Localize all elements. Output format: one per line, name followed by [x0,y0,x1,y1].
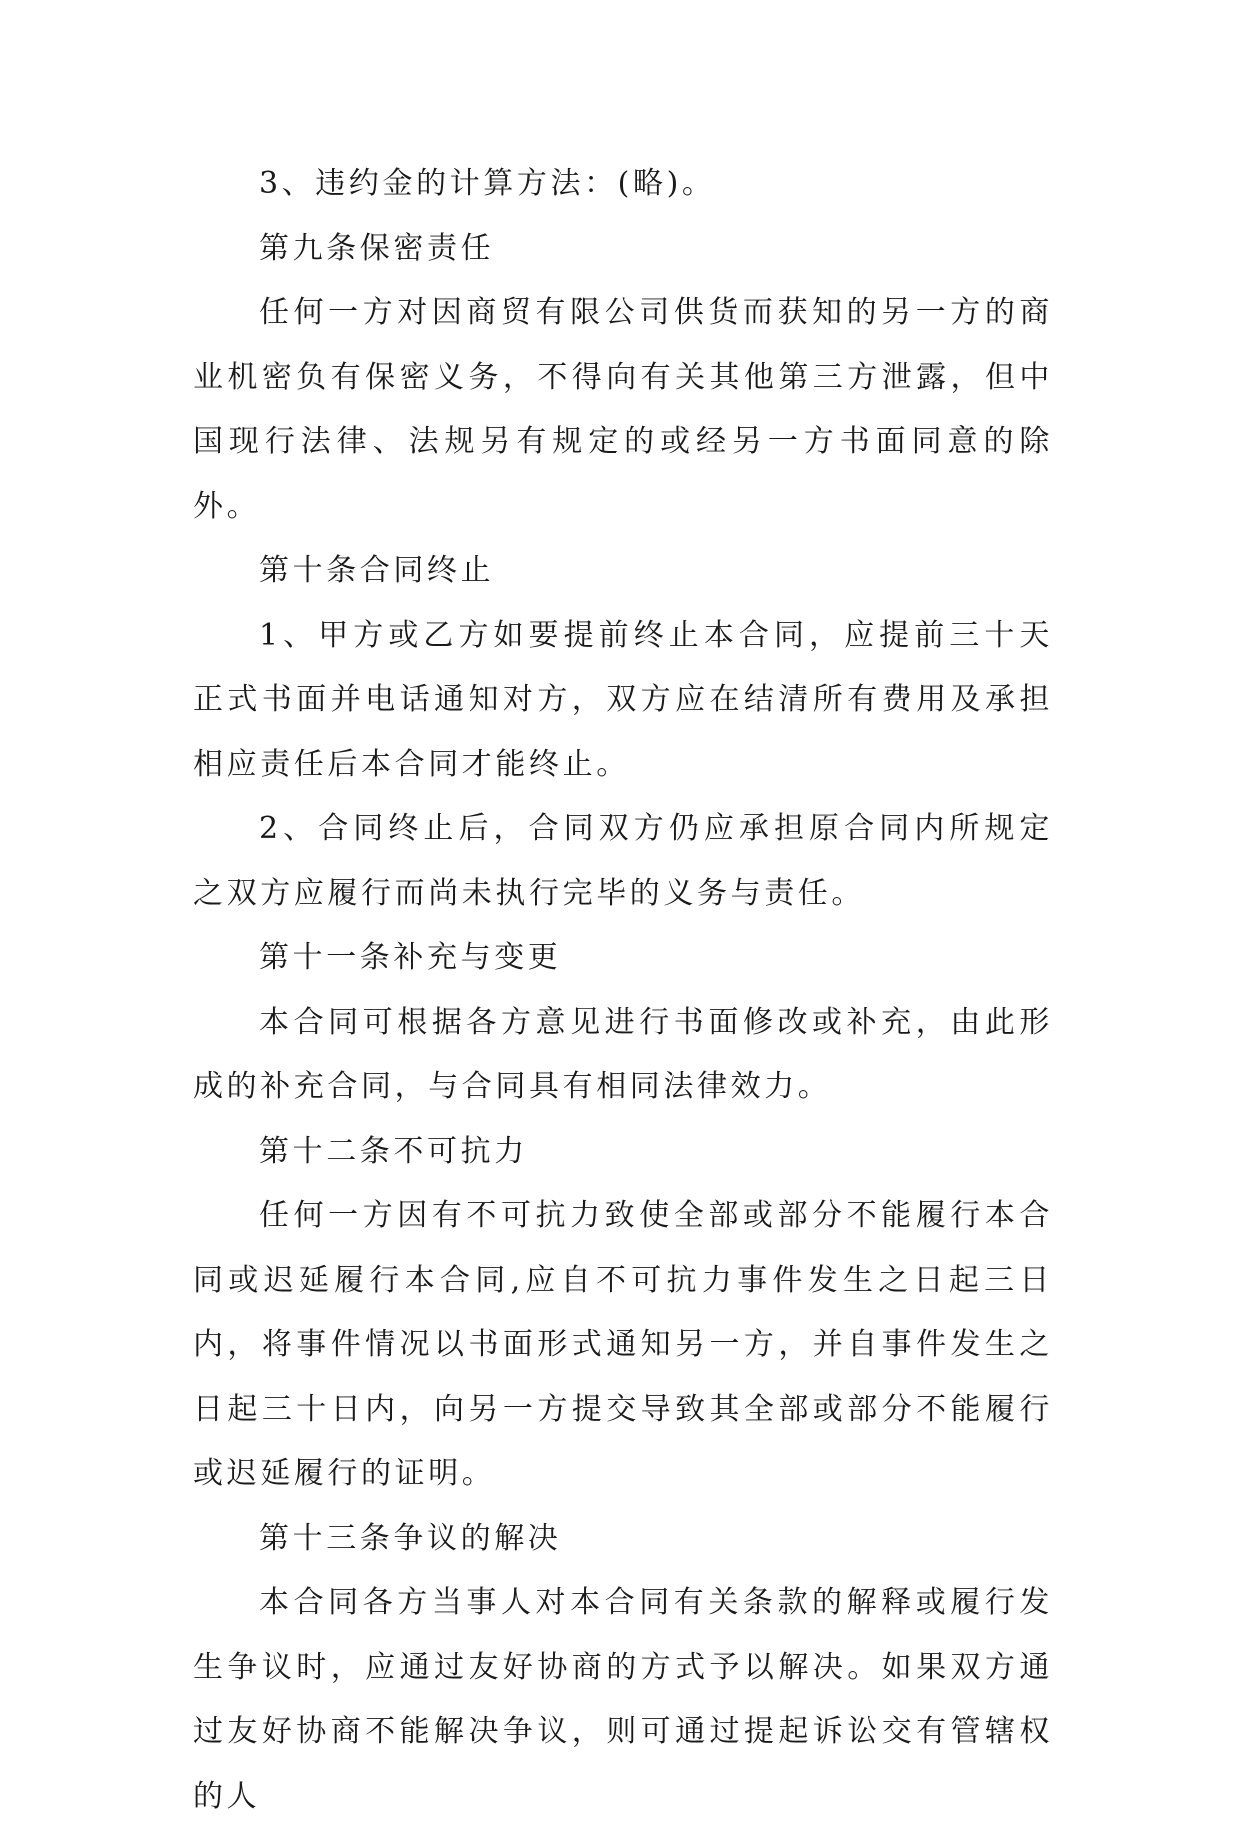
clause-text: 本合同各方当事人对本合同有关条款的解释或履行发生争议时，应通过友好协商的方式予以解决。如果双方通过友好协商不能解决争议，则可通过提起诉讼交有管辖权的人 [193,1585,1053,1814]
clause-heading: 第十一条补充与变更 [259,940,562,975]
clause-text: 3、违约金的计算方法：(略)。 [259,166,716,201]
clause-text: 2、合同终止后，合同双方仍应承担原合同内所规定之双方应履行而尚未执行完毕的义务与责任。 [193,811,1053,911]
clause-heading: 第十二条不可抗力 [259,1133,528,1169]
document-body [193,152,1053,1829]
clause-text: 本合同可根据各方意见进行书面修改或补充，由此形成的补充合同，与合同具有相同法律效力。 [193,1004,1053,1104]
clause-text: 1、甲方或乙方如要提前终止本合同，应提前三十天正式书面并电话通知对方，双方应在结清所有费用及承担相应责任后本合同才能终止。 [193,617,1053,782]
clause-text: 任何一方因有不可抗力致使全部或部分不能履行本合同或迟延履行本合同,应自不可抗力事件发生之日起三日内，将事件情况以书面形式通知另一方，并自事件发生之日起三十日内，向另一方提交导致其全部或部分不能履行或迟延履行的证明。 [193,1198,1053,1491]
clause-heading: 第九条保密责任 [259,230,495,266]
clause-heading: 第十三条争议的解决 [259,1520,562,1556]
clause-text: 任何一方对因商贸有限公司供货而获知的另一方的商业机密负有保密义务，不得向有关其他第三方泄露，但中国现行法律、法规另有规定的或经另一方书面同意的除外。 [193,295,1053,524]
clause-heading: 第十条合同终止 [259,553,495,588]
